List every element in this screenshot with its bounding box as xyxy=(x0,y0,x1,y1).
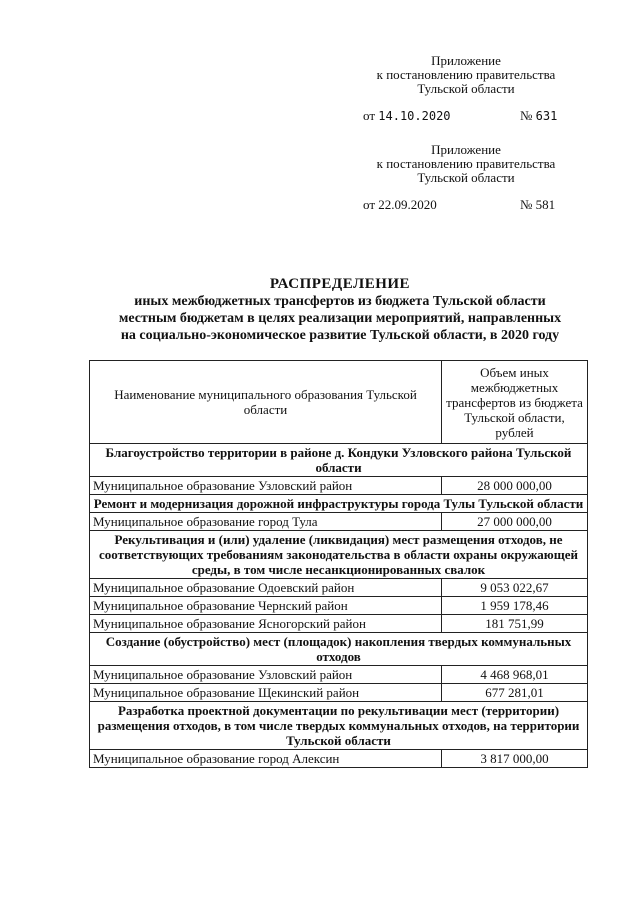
table-row xyxy=(90,477,588,495)
section-title: Разработка проектной документации по рекультивации мест (территории) размещения отходов, в том числе твердых коммунальных отходов, на территории Тульской области xyxy=(90,702,588,750)
table-row xyxy=(90,750,588,768)
section-title: Ремонт и модернизация дорожной инфраструктуры города Тулы Тульской области xyxy=(90,495,588,513)
date-prefix: от xyxy=(363,197,376,212)
section-header-row xyxy=(90,531,588,579)
municipality-name-cell: Муниципальное образование Чернский район xyxy=(90,597,442,615)
section-header-row xyxy=(90,444,588,477)
title-heading: РАСПРЕДЕЛЕНИЕ xyxy=(269,276,411,292)
municipality-name-cell: Муниципальное образование город Тула xyxy=(90,513,442,531)
amount-cell: 27 000 000,00 xyxy=(442,513,588,531)
amount-cell: 3 817 000,00 xyxy=(442,750,588,768)
appendix-region: Тульской области xyxy=(417,81,515,96)
municipality-name-cell: Муниципальное образование Одоевский район xyxy=(90,579,442,597)
municipality-name-cell: Муниципальное образование Узловский район xyxy=(90,666,442,684)
title-line: местным бюджетам в целях реализации мероприятий, направленных xyxy=(118,311,562,326)
appendix-block-current xyxy=(362,54,570,96)
appendix-number xyxy=(520,108,557,124)
date-prefix: от xyxy=(363,108,376,123)
section-header-row xyxy=(90,702,588,750)
municipality-name-cell: Муниципальное образование Щекинский район xyxy=(90,684,442,702)
appendix-reference: к постановлению правительства xyxy=(376,67,556,82)
date-value: 14.10.2020 xyxy=(378,109,451,123)
document-title xyxy=(95,276,585,344)
appendix-date xyxy=(363,197,437,213)
appendix-reference: к постановлению правительства xyxy=(376,156,556,171)
number-value: 631 xyxy=(535,109,558,123)
title-line: на социально-экономическое развитие Тульской области, в 2020 году xyxy=(120,328,560,343)
table-row xyxy=(90,579,588,597)
municipality-name-cell: Муниципальное образование Ясногорский район xyxy=(90,615,442,633)
table-row xyxy=(90,666,588,684)
section-title: Создание (обустройство) мест (площадок) накопления твердых коммунальных отходов xyxy=(90,633,588,666)
municipality-name-cell: Муниципальное образование город Алексин xyxy=(90,750,442,768)
header-name-cell: Наименование муниципального образования Тульской области xyxy=(90,361,442,444)
appendix-label: Приложение xyxy=(431,142,501,157)
appendix-date xyxy=(363,108,451,124)
number-prefix: № xyxy=(520,108,533,123)
appendix-region: Тульской области xyxy=(417,170,515,185)
table-header-row xyxy=(90,361,588,444)
number-prefix: № xyxy=(520,197,533,212)
municipality-name-cell: Муниципальное образование Узловский район xyxy=(90,477,442,495)
appendix-number xyxy=(520,197,555,213)
date-value: 22.09.2020 xyxy=(378,197,437,212)
table-row xyxy=(90,597,588,615)
distribution-table xyxy=(89,360,588,768)
amount-cell: 9 053 022,67 xyxy=(442,579,588,597)
amount-cell: 4 468 968,01 xyxy=(442,666,588,684)
amount-cell: 28 000 000,00 xyxy=(442,477,588,495)
section-title: Рекультивация и (или) удаление (ликвидация) мест размещения отходов, не соответствующих требованиям законодательства в области охраны окружающей среды, в том числе несанкционированных свалок xyxy=(90,531,588,579)
number-value: 581 xyxy=(535,197,556,212)
amount-cell: 677 281,01 xyxy=(442,684,588,702)
distribution-table-body xyxy=(90,361,588,768)
appendix-label: Приложение xyxy=(431,53,501,68)
table-row xyxy=(90,513,588,531)
header-amount-cell: Объем иных межбюджетных трансфертов из бюджета Тульской области, рублей xyxy=(442,361,588,444)
appendix-block-previous xyxy=(362,143,570,185)
amount-cell: 1 959 178,46 xyxy=(442,597,588,615)
title-line: иных межбюджетных трансфертов из бюджета Тульской области xyxy=(134,294,546,309)
section-title: Благоустройство территории в районе д. Кондуки Узловского района Тульской области xyxy=(90,444,588,477)
table-row xyxy=(90,615,588,633)
table-row xyxy=(90,684,588,702)
section-header-row xyxy=(90,495,588,513)
amount-cell: 181 751,99 xyxy=(442,615,588,633)
section-header-row xyxy=(90,633,588,666)
